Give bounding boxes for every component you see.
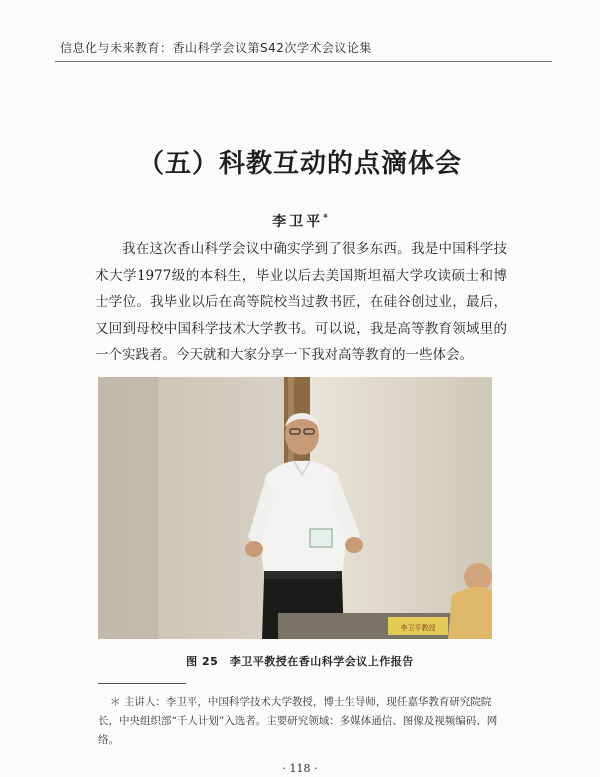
footnote-divider [98, 683, 186, 684]
author-line [0, 211, 600, 231]
body-paragraph: 我在这次香山科学会议中确实学到了很多东西。我是中国科学技术大学1977级的本科生，毕业以后去美国斯坦福大学攻读硕士和博士学位。我毕业以后在高等院校当过教书匠，在硅谷创过业，最后，又回到母校中国科学技术大学教书。可以说，我是高等教育领域里的一个实践者。今天就和大家分享一下我对高等教育的一些体会。 [95, 241, 507, 363]
figure-caption: 图 25 李卫平教授在香山科学会议上作报告 [186, 655, 414, 668]
page-number: · 118 · [282, 762, 318, 775]
running-header: 信息化与未来教育：香山科学会议第S42次学术会议论集 [60, 41, 372, 55]
nameplate-text: 李卫平教授 [400, 624, 436, 632]
footnote: ＊ 主讲人：李卫平，中国科学技术大学教授，博士生导师，现任嘉华教育研究院院长，中央组织部“千人计划”入选者。主要研究领域：多媒体通信、图像及视频编码、网络。 [98, 696, 498, 746]
article-title: （五）科教互动的点滴体会 [137, 149, 462, 179]
header-divider [55, 61, 552, 62]
author-name: 李卫平 [272, 214, 324, 230]
author-footnote-mark: * [323, 213, 328, 224]
conference-photo [98, 377, 492, 639]
